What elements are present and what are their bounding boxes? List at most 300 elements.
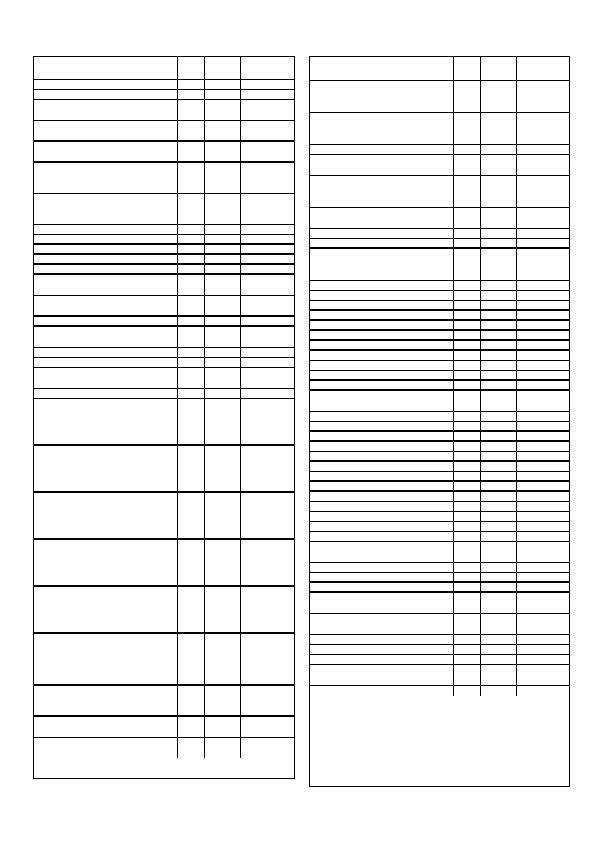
left-table-cell	[34, 540, 178, 587]
left-table-cell	[34, 717, 178, 738]
right-table-cell	[481, 113, 517, 145]
left-table-cell	[205, 163, 241, 194]
right-table-cell	[454, 522, 481, 532]
right-table-cell	[454, 176, 481, 208]
left-table-cell	[178, 142, 205, 163]
right-table-cell	[481, 542, 517, 563]
left-table-cell	[178, 121, 205, 142]
right-table-cell	[454, 229, 481, 239]
right-table-cell	[517, 208, 569, 229]
left-table-cell	[34, 399, 178, 446]
right-table-cell	[310, 239, 454, 249]
left-table-cell	[241, 296, 294, 317]
right-table-cell	[481, 145, 517, 155]
left-table-cell	[178, 275, 205, 296]
left-table	[33, 56, 295, 779]
right-table-cell	[310, 281, 454, 291]
right-table-cell	[481, 472, 517, 482]
right-table-cell	[481, 361, 517, 371]
right-table-cell	[481, 573, 517, 583]
left-table-cell	[205, 738, 241, 758]
left-table-cell	[34, 587, 178, 634]
right-table-cell	[481, 311, 517, 321]
right-table-cell	[454, 208, 481, 229]
right-table-cell	[517, 361, 569, 371]
right-table-cell	[310, 665, 454, 686]
right-table-cell	[454, 321, 481, 331]
right-table-cell	[454, 341, 481, 351]
right-table-cell	[517, 583, 569, 593]
left-table-cell	[205, 389, 241, 399]
right-table-cell	[310, 249, 454, 281]
left-table-cell	[241, 275, 294, 296]
right-table-cell	[481, 371, 517, 381]
left-table-cell	[241, 163, 294, 194]
right-table-cell	[454, 462, 481, 472]
right-table-cell	[481, 593, 517, 614]
left-table-cell	[178, 245, 205, 255]
right-table-cell	[310, 452, 454, 462]
right-table-cell	[454, 381, 481, 391]
right-table-cell	[454, 81, 481, 113]
right-table-cell	[517, 145, 569, 155]
left-table-cell	[34, 348, 178, 358]
right-table-cell	[517, 512, 569, 522]
right-table-cell	[517, 239, 569, 249]
left-table-cell	[205, 275, 241, 296]
right-table-cell	[454, 614, 481, 635]
left-table-cell	[241, 255, 294, 265]
right-table-cell	[517, 321, 569, 331]
left-table-cell	[34, 493, 178, 540]
right-table-cell	[481, 321, 517, 331]
left-table-cell	[241, 348, 294, 358]
right-table-cell	[517, 371, 569, 381]
left-table-cell	[34, 265, 178, 275]
right-table-cell	[454, 686, 481, 696]
right-table-cell	[310, 512, 454, 522]
right-table-cell	[310, 331, 454, 341]
right-table-cell	[517, 492, 569, 502]
right-table-cell	[310, 361, 454, 371]
left-table-cell	[205, 142, 241, 163]
left-table-cell	[178, 265, 205, 275]
left-table-cell	[178, 686, 205, 717]
right-table-cell	[454, 532, 481, 542]
right-table-cell	[310, 341, 454, 351]
left-table-cell	[241, 368, 294, 389]
right-table-cell	[454, 593, 481, 614]
right-table-cell	[310, 502, 454, 512]
right-table-cell	[481, 563, 517, 573]
right-table-cell	[481, 229, 517, 239]
right-table-cell	[481, 532, 517, 542]
right-table-cell	[310, 462, 454, 472]
right-table-cell	[517, 614, 569, 635]
right-table-cell	[454, 655, 481, 665]
right-table-cell	[310, 381, 454, 391]
right-table-cell	[454, 665, 481, 686]
left-table-cell	[205, 80, 241, 90]
right-table-cell	[517, 412, 569, 422]
right-table-cell	[517, 593, 569, 614]
left-table-cell	[241, 245, 294, 255]
left-table-cell	[241, 634, 294, 686]
right-table-cell	[481, 381, 517, 391]
right-table-cell	[517, 686, 569, 696]
right-table-cell	[517, 532, 569, 542]
right-table-cell	[517, 472, 569, 482]
left-table-cell	[178, 235, 205, 245]
left-table-cell	[241, 686, 294, 717]
right-table-cell	[310, 532, 454, 542]
right-table-cell	[454, 331, 481, 341]
left-table-cell	[241, 317, 294, 327]
left-table-cell	[178, 389, 205, 399]
right-table-cell	[310, 351, 454, 361]
right-table-cell	[310, 208, 454, 229]
right-table-cell	[454, 391, 481, 412]
right-table-cell	[310, 482, 454, 492]
left-table-cell	[34, 80, 178, 90]
right-table-cell	[454, 492, 481, 502]
right-table-cell	[310, 391, 454, 412]
right-table-cell	[454, 351, 481, 361]
left-table-cell	[241, 121, 294, 142]
right-table-cell	[454, 442, 481, 452]
left-table-cell	[241, 738, 294, 758]
right-table-cell	[481, 614, 517, 635]
right-table-cell	[310, 442, 454, 452]
right-table-cell	[517, 81, 569, 113]
left-table-cell	[178, 100, 205, 121]
right-table-cell	[481, 249, 517, 281]
right-table-cell	[310, 655, 454, 665]
left-table-cell	[178, 90, 205, 100]
right-table-cell	[517, 301, 569, 311]
right-table-cell	[517, 635, 569, 645]
left-table-cell	[205, 225, 241, 235]
right-table-cell	[454, 281, 481, 291]
right-table-cell	[481, 635, 517, 645]
right-table-cell	[517, 57, 569, 81]
right-table-cell	[481, 452, 517, 462]
right-table-cell	[454, 482, 481, 492]
right-table-cell	[517, 422, 569, 432]
left-table-cell	[241, 389, 294, 399]
left-table-cell	[178, 493, 205, 540]
left-table-cell	[178, 296, 205, 317]
right-table-cell	[481, 391, 517, 412]
left-table-cell	[34, 634, 178, 686]
left-table-cell	[205, 100, 241, 121]
right-table-cell	[310, 145, 454, 155]
right-table-cell	[454, 155, 481, 176]
right-table-cell	[310, 291, 454, 301]
right-table-cell	[481, 155, 517, 176]
right-table-cell	[481, 81, 517, 113]
right-table-cell	[517, 655, 569, 665]
left-table-cell	[34, 235, 178, 245]
right-table-cell	[310, 422, 454, 432]
right-table-cell	[454, 291, 481, 301]
right-table-cell	[481, 583, 517, 593]
right-table-cell	[454, 512, 481, 522]
left-table-cell	[205, 686, 241, 717]
left-table-cell	[205, 317, 241, 327]
left-table-cell	[178, 587, 205, 634]
right-table-cell	[517, 563, 569, 573]
right-table-cell	[481, 176, 517, 208]
left-table-cell	[34, 121, 178, 142]
left-table-cell	[178, 327, 205, 348]
right-table-cell	[481, 645, 517, 655]
left-table-cell	[241, 90, 294, 100]
left-table-cell	[34, 194, 178, 225]
left-table-cell	[241, 194, 294, 225]
left-table-cell	[205, 587, 241, 634]
left-table-cell	[34, 275, 178, 296]
right-table-cell	[310, 522, 454, 532]
right-table-cell	[310, 542, 454, 563]
left-table-cell	[178, 80, 205, 90]
right-table-cell	[310, 412, 454, 422]
right-table	[309, 56, 570, 787]
right-table-cell	[481, 239, 517, 249]
left-table-cell	[241, 225, 294, 235]
right-table-cell	[481, 512, 517, 522]
right-table-cell	[454, 239, 481, 249]
left-table-cell	[34, 255, 178, 265]
left-table-cell	[205, 399, 241, 446]
left-table-cell	[241, 265, 294, 275]
left-table-cell	[34, 163, 178, 194]
right-table-cell	[481, 331, 517, 341]
right-table-cell	[481, 412, 517, 422]
left-table-cell	[205, 717, 241, 738]
left-table-cell	[178, 194, 205, 225]
right-table-cell	[310, 614, 454, 635]
left-table-cell	[241, 493, 294, 540]
left-table-cell	[205, 121, 241, 142]
right-table-cell	[517, 351, 569, 361]
right-table-cell	[310, 472, 454, 482]
left-table-cell	[178, 368, 205, 389]
left-table-cell	[34, 446, 178, 493]
left-table-cell	[178, 317, 205, 327]
right-table-cell	[517, 331, 569, 341]
left-table-cell	[205, 368, 241, 389]
left-table-cell	[34, 358, 178, 368]
left-table-cell	[205, 327, 241, 348]
right-table-cell	[517, 391, 569, 412]
right-table-cell	[310, 563, 454, 573]
left-table-cell	[241, 446, 294, 493]
right-table-cell	[481, 351, 517, 361]
right-table-cell	[310, 229, 454, 239]
left-table-cell	[178, 446, 205, 493]
right-table-cell	[310, 635, 454, 645]
right-table-cell	[517, 665, 569, 686]
right-table-cell	[481, 686, 517, 696]
left-table-cell	[205, 245, 241, 255]
left-table-cell	[178, 399, 205, 446]
left-table-cell	[34, 142, 178, 163]
left-table-cell	[34, 686, 178, 717]
right-table-cell	[310, 321, 454, 331]
right-table-cell	[517, 249, 569, 281]
right-table-cell	[454, 57, 481, 81]
left-table-cell	[205, 57, 241, 80]
right-table-cell	[517, 542, 569, 563]
left-table-cell	[34, 389, 178, 399]
left-table-cell	[178, 57, 205, 80]
right-table-cell	[310, 311, 454, 321]
right-table-cell	[454, 432, 481, 442]
right-table-cell	[310, 155, 454, 176]
right-table-cell	[517, 573, 569, 583]
left-table-cell	[178, 163, 205, 194]
right-table-cell	[481, 665, 517, 686]
right-table-cell	[517, 462, 569, 472]
right-table-cell	[310, 573, 454, 583]
left-table-cell	[34, 296, 178, 317]
left-table-cell	[178, 738, 205, 758]
right-table-cell	[454, 563, 481, 573]
left-table-cell	[241, 80, 294, 90]
left-table-cell	[178, 348, 205, 358]
right-table-cell	[517, 452, 569, 462]
right-table-cell	[454, 583, 481, 593]
left-table-cell	[178, 717, 205, 738]
right-table-cell	[454, 361, 481, 371]
right-table-cell	[454, 635, 481, 645]
left-table-cell	[205, 265, 241, 275]
right-table-cell	[310, 57, 454, 81]
right-table-cell	[310, 593, 454, 614]
right-table-cell	[517, 176, 569, 208]
left-table-cell	[241, 142, 294, 163]
left-table-cell	[34, 738, 178, 758]
left-table-cell	[241, 399, 294, 446]
left-table-cell	[241, 358, 294, 368]
right-table-cell	[517, 442, 569, 452]
right-table-cell	[310, 301, 454, 311]
left-table-cell	[34, 327, 178, 348]
right-table-cell	[481, 208, 517, 229]
right-table-cell	[481, 422, 517, 432]
right-table-cell	[517, 113, 569, 145]
right-table-cell	[454, 412, 481, 422]
right-table-cell	[310, 176, 454, 208]
right-table-cell	[481, 291, 517, 301]
right-table-cell	[310, 432, 454, 442]
right-table-cell	[481, 341, 517, 351]
right-table-cell	[454, 311, 481, 321]
right-table-cell	[517, 281, 569, 291]
left-table-cell	[34, 225, 178, 235]
right-table-cell	[517, 482, 569, 492]
left-table-cell	[178, 225, 205, 235]
right-table-cell	[454, 113, 481, 145]
left-table-cell	[205, 493, 241, 540]
right-table-cell	[481, 301, 517, 311]
right-table-cell	[310, 686, 454, 696]
right-table-cell	[310, 113, 454, 145]
right-table-cell	[481, 57, 517, 81]
left-table-cell	[205, 358, 241, 368]
left-table-cell	[205, 348, 241, 358]
left-table-cell	[205, 255, 241, 265]
left-table-cell	[34, 317, 178, 327]
left-table-cell	[205, 296, 241, 317]
right-table-cell	[517, 229, 569, 239]
left-table-cell	[178, 255, 205, 265]
right-table-cell	[481, 432, 517, 442]
left-table-cell	[178, 540, 205, 587]
right-table-cell	[517, 432, 569, 442]
right-table-cell	[517, 381, 569, 391]
right-table-cell	[517, 522, 569, 532]
right-table-cell	[310, 371, 454, 381]
right-table-cell	[481, 281, 517, 291]
right-table-cell	[517, 291, 569, 301]
right-table-cell	[454, 452, 481, 462]
right-table-cell	[310, 645, 454, 655]
right-table-cell	[481, 522, 517, 532]
right-table-cell	[481, 482, 517, 492]
left-table-cell	[34, 57, 178, 80]
right-table-cell	[517, 502, 569, 512]
left-table-cell	[178, 358, 205, 368]
left-table-cell	[241, 100, 294, 121]
right-table-cell	[454, 145, 481, 155]
left-table-cell	[241, 587, 294, 634]
left-table-cell	[205, 90, 241, 100]
right-table-cell	[454, 645, 481, 655]
right-table-cell	[454, 472, 481, 482]
right-table-cell	[517, 311, 569, 321]
right-table-cell	[481, 655, 517, 665]
right-table-cell	[481, 502, 517, 512]
right-table-cell	[454, 249, 481, 281]
left-table-cell	[205, 446, 241, 493]
right-table-cell	[310, 583, 454, 593]
left-table-cell	[205, 194, 241, 225]
left-table-cell	[205, 634, 241, 686]
left-table-cell	[178, 634, 205, 686]
left-table-cell	[241, 717, 294, 738]
left-table-cell	[205, 235, 241, 245]
right-table-cell	[454, 301, 481, 311]
right-table-cell	[454, 542, 481, 563]
left-table-cell	[241, 540, 294, 587]
left-table-cell	[205, 540, 241, 587]
left-table-cell	[241, 235, 294, 245]
right-table-cell	[310, 492, 454, 502]
right-table-cell	[454, 573, 481, 583]
right-table-cell	[481, 492, 517, 502]
left-table-cell	[241, 57, 294, 80]
right-table-cell	[310, 81, 454, 113]
right-table-cell	[481, 462, 517, 472]
left-table-cell	[34, 245, 178, 255]
right-table-cell	[517, 155, 569, 176]
right-table-cell	[454, 502, 481, 512]
right-table-cell	[481, 442, 517, 452]
left-table-cell	[34, 368, 178, 389]
right-table-cell	[454, 422, 481, 432]
